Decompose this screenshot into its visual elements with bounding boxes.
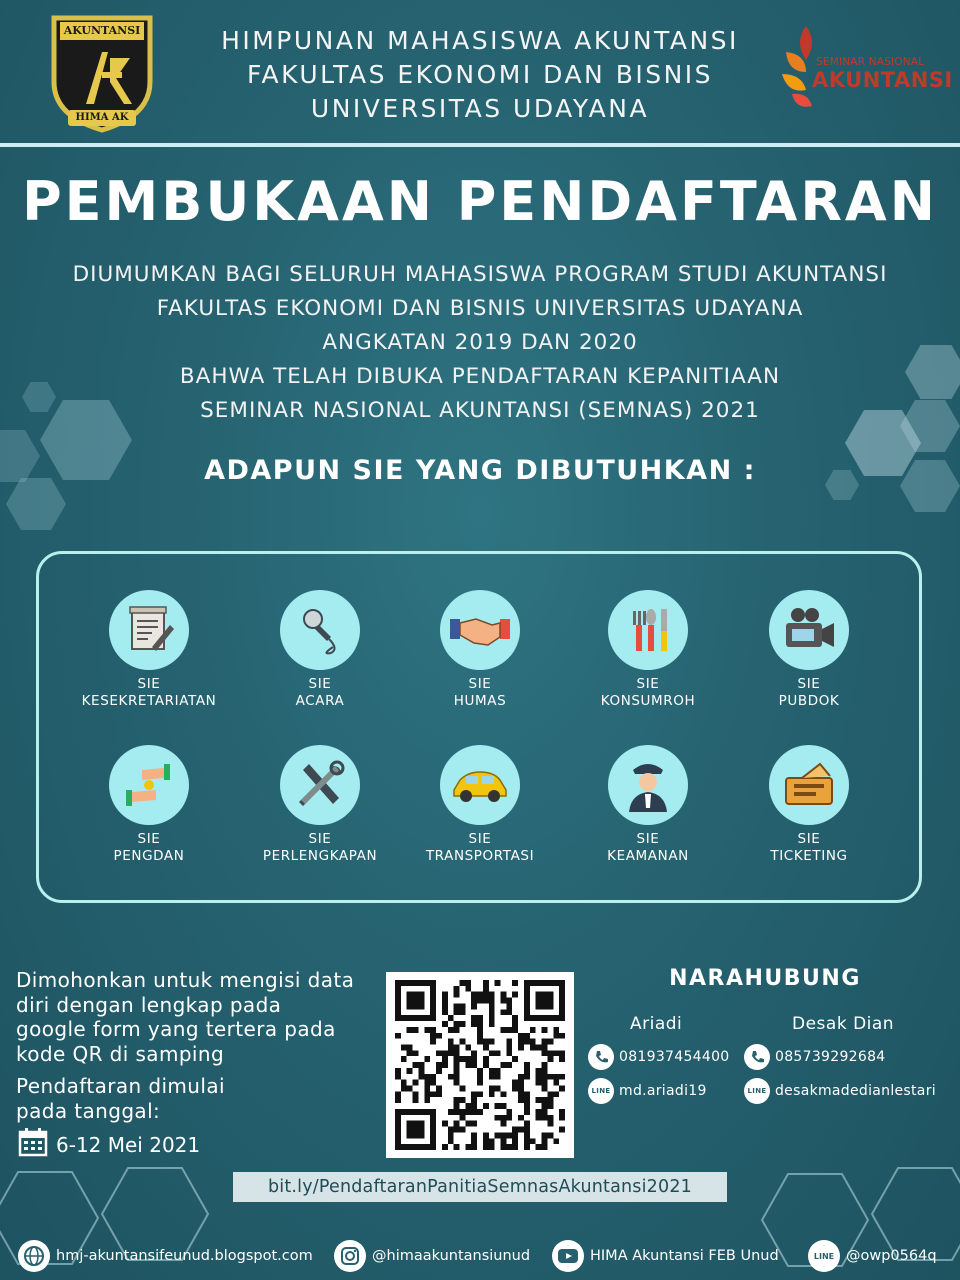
division-acara (235, 590, 405, 710)
division-kesekretariatan (64, 590, 234, 710)
organization-name (176, 24, 784, 126)
line-icon: LINE (744, 1078, 770, 1104)
form-instructions: Dimohonkan untuk mengisi data diri dengan lengkap pada google form yang tertera pada kode QR di samping (16, 968, 355, 1066)
division-label: SIE KESEKRETARIATAN (81, 676, 217, 709)
division-label: SIE PERLENGKAPAN (262, 831, 378, 864)
division-label: SIE PUBDOK (778, 676, 840, 709)
org-line-2: FAKULTAS EKONOMI DAN BISNIS (246, 60, 714, 89)
contact-name-desak-dian: Desak Dian (792, 1014, 895, 1034)
division-perlengkapan (235, 745, 405, 865)
handshake-icon (440, 590, 520, 670)
contact-name-ariadi: Ariadi (630, 1014, 683, 1034)
contact-phone-ariadi[interactable]: 081937454400 (588, 1044, 730, 1070)
money-hands-icon (109, 745, 189, 825)
division-konsumroh (563, 590, 733, 710)
contact-phone-desak-dian[interactable]: 085739292684 (744, 1044, 886, 1070)
contact-line-ariadi[interactable]: LINE md.ariadi19 (588, 1078, 707, 1104)
org-line-1: HIMPUNAN MAHASISWA AKUNTANSI (221, 26, 739, 55)
line-icon: LINE (808, 1240, 840, 1272)
division-label: SIE TICKETING (770, 831, 848, 864)
footer-instagram[interactable]: @himaakuntansiunud (334, 1240, 530, 1272)
whatsapp-icon (588, 1044, 614, 1070)
whatsapp-icon (744, 1044, 770, 1070)
microphone-icon (280, 590, 360, 670)
registration-start: Pendaftaran dimulai pada tanggal: (16, 1074, 225, 1123)
division-heading: ADAPUN SIE YANG DIBUTUHKAN : (204, 455, 756, 486)
calendar-icon (18, 1127, 48, 1162)
division-ticketing (724, 745, 894, 865)
contact-heading: NARAHUBUNG (669, 966, 861, 991)
security-guard-icon (608, 745, 688, 825)
logo-bottom-text: HIMA AK (75, 112, 129, 123)
announcement-line-2: FAKULTAS EKONOMI DAN BISNIS UNIVERSITAS UDAYANA (156, 296, 804, 321)
announcement-line-5: SEMINAR NASIONAL AKUNTANSI (SEMNAS) 2021 (200, 398, 760, 423)
footer-blog[interactable]: hmj-akuntansifeunud.blogspot.com (18, 1240, 313, 1272)
announcement-line-1: DIUMUMKAN BAGI SELURUH MAHASISWA PROGRAM STUDI AKUNTANSI (72, 262, 888, 287)
header (0, 0, 960, 140)
cutlery-icon (608, 590, 688, 670)
footer (0, 1240, 960, 1276)
registration-date (18, 1127, 200, 1162)
division-label: SIE KEAMANAN (607, 831, 689, 864)
footer-youtube[interactable]: HIMA Akuntansi FEB Unud (552, 1240, 779, 1272)
contact-line-desak-dian[interactable]: LINE desakmadedianlestari (744, 1078, 936, 1104)
division-pengdan (64, 745, 234, 865)
division-keamanan (563, 745, 733, 865)
division-label: SIE KONSUMROH (600, 676, 696, 709)
line-icon: LINE (588, 1078, 614, 1104)
hima-akuntansi-logo (46, 12, 158, 134)
division-label: SIE TRANSPORTASI (425, 831, 535, 864)
header-divider (0, 143, 960, 147)
org-line-3: UNIVERSITAS UDAYANA (310, 94, 650, 123)
announcement-line-3: ANGKATAN 2019 DAN 2020 (322, 330, 638, 355)
division-pubdok (724, 590, 894, 710)
date-text: 6-12 Mei 2021 (56, 1132, 201, 1157)
globe-icon (18, 1240, 50, 1272)
car-icon (440, 745, 520, 825)
semnas-akuntansi-logo (776, 22, 953, 114)
division-label: SIE ACARA (295, 676, 345, 709)
tools-icon (280, 745, 360, 825)
division-label: SIE PENGDAN (113, 831, 185, 864)
footer-line[interactable]: LINE @owp0564q (808, 1240, 937, 1272)
qr-code[interactable] (386, 972, 574, 1158)
document-pen-icon (109, 590, 189, 670)
video-camera-icon (769, 590, 849, 670)
youtube-icon (552, 1240, 584, 1272)
division-label: SIE HUMAS (453, 676, 507, 709)
announcement-line-4: BAHWA TELAH DIBUKA PENDAFTARAN KEPANITIAAN (179, 364, 781, 389)
semnas-big-text: AKUNTANSI (812, 68, 953, 92)
ticket-icon (769, 745, 849, 825)
logo-top-text: AKUNTANSI (63, 24, 141, 37)
division-transportasi (395, 745, 565, 865)
instagram-icon (334, 1240, 366, 1272)
page-title: PEMBUKAAN PENDAFTARAN (22, 170, 938, 233)
semnas-small-text: SEMINAR NASIONAL (816, 56, 925, 68)
division-humas (395, 590, 565, 710)
registration-link[interactable]: bit.ly/PendaftaranPanitiaSemnasAkuntansi2021 (233, 1172, 727, 1202)
announcement (0, 258, 960, 428)
